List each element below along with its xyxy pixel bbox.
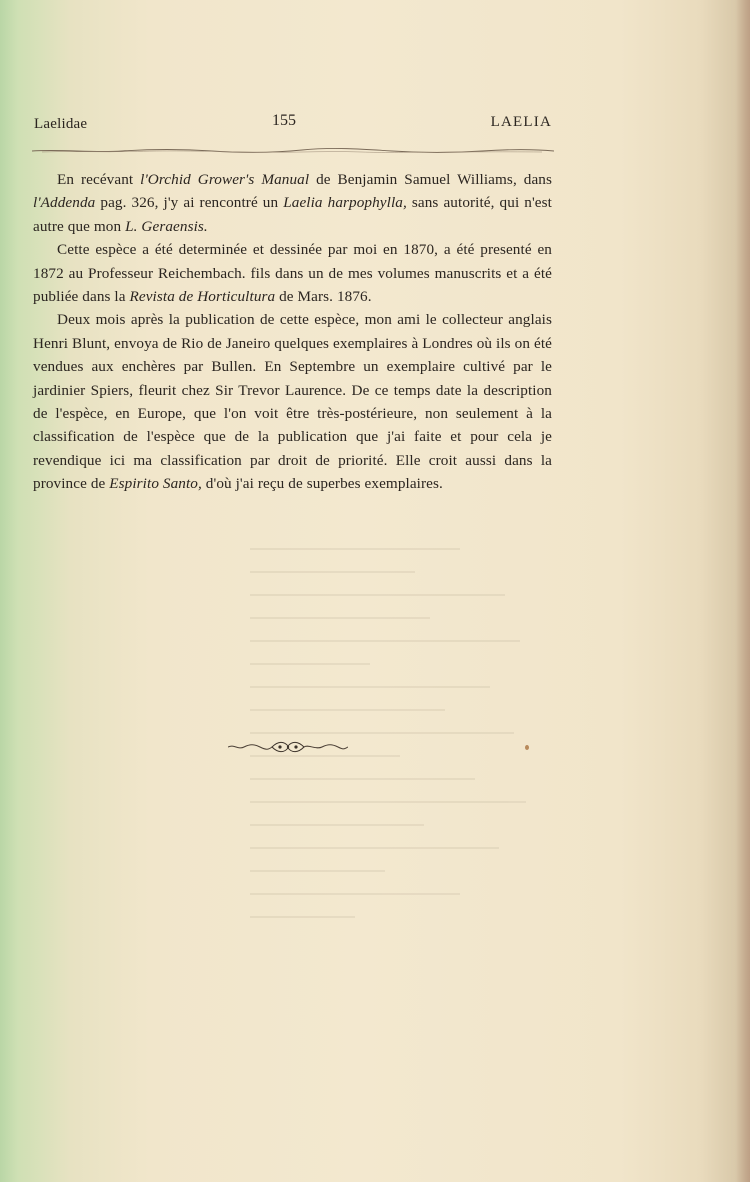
header-family: Laelidae [34, 116, 88, 132]
text-run: En recévant [57, 171, 141, 188]
text-run: Deux mois après la publication de cette espèce, mon ami le collecteur anglais Henri Blunt, envoya de Rio de Janeiro quelques exemplaires à Londres où ils on été vendues aux enchères par Bullen. En Septembre un exemplaire cultivé par le jardinier Spiers, fleurit chez Sir Trevor Laurence. De ce temps date la description de l'espèce, en Europe, que l'on voit être très-postérieure, non seulement à la classification de l'espèce que de la publication que j'ai faite et pour cela je revendique ici ma classification par droit de priorité. Elle croit aussi dans la province de [33, 311, 552, 493]
paragraph [33, 168, 552, 238]
italic-run: Laelia harpophylla, [283, 194, 407, 212]
text-run: pag. 326, j'y ai rencontré un [95, 194, 284, 212]
body-text [33, 168, 552, 496]
running-header [34, 112, 552, 136]
text-run: Cette espèce a été determinée et dessinée par moi en 1870, a été presenté en 1872 au Professeur Reichembach. fils dans un de mes volumes manuscrits et a été publiée dans la [33, 241, 552, 306]
paper-speck [525, 745, 529, 750]
italic-run: l'Addenda [33, 194, 96, 212]
text-run: de Benjamin Samuel Williams, dans [309, 171, 552, 188]
ornament-divider-icon [228, 738, 348, 754]
header-genus: LAELIA [490, 114, 552, 130]
header-rule [32, 146, 554, 154]
paragraph [33, 308, 552, 495]
italic-run: Revista de Horticultura [129, 288, 276, 306]
italic-run: l'Orchid Grower's Manual [140, 171, 310, 188]
page-number: 155 [272, 112, 296, 129]
italic-run: L. Geraensis. [125, 217, 208, 235]
show-through-text [250, 548, 550, 968]
text-run: sans autorité, qui n'est autre que mon [33, 194, 552, 235]
italic-run: Espirito Santo, [109, 475, 202, 493]
text-run: d'où j'ai reçu de superbes exemplaires. [201, 475, 443, 493]
text-run: de Mars. 1876. [275, 288, 372, 306]
paragraph [33, 238, 552, 308]
